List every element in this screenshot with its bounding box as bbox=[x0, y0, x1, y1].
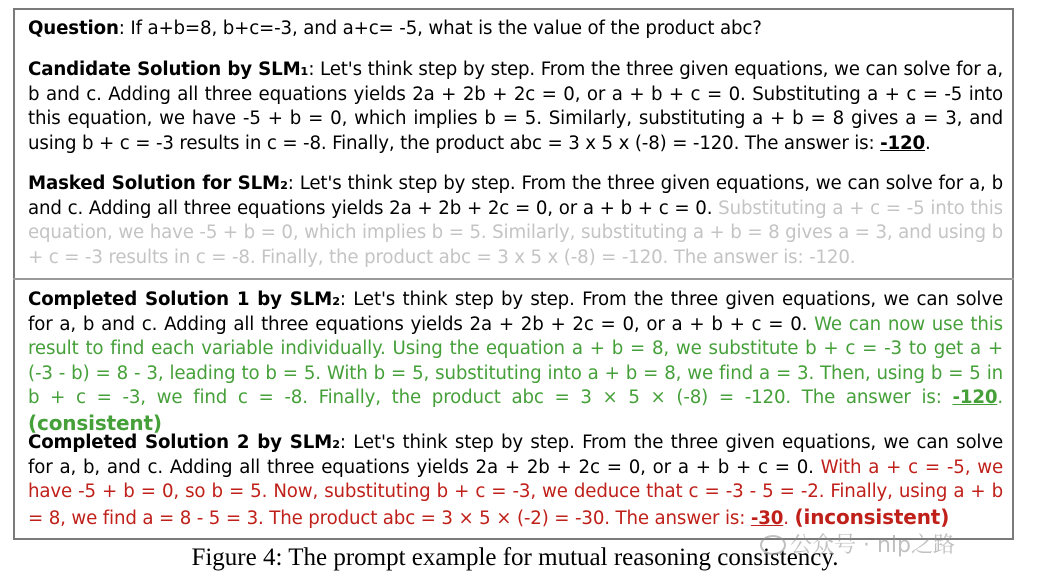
inconsistent-tag: (inconsistent) bbox=[794, 504, 950, 529]
question-text: : If a+b=8, b+c=-3, and a+c= -5, what is the value of the product abc? bbox=[118, 18, 762, 39]
candidate-label: Candidate Solution by SLM₁ bbox=[28, 59, 309, 80]
candidate-text: : Let's think step by step. From the three given equations, we can solve for a, b and c. Adding all three equations yields 2a + 2b + 2c = 0, or a + b + c = 0. Substituting a + c = -5 into this equation, we have -5 + b = 0, which implies b = 5. Similarly, substituting a + b = 8 gives a = 3, and using b + c = -3 results in c = -8. Finally, the product abc = 3 x 5 x (-8) = -120. The answer is: bbox=[28, 59, 1004, 154]
watermark bbox=[760, 528, 955, 559]
masked-label: Masked Solution for SLM₂ bbox=[28, 173, 288, 194]
completed-solution-1-paragraph bbox=[28, 288, 1003, 438]
completed2-end: . bbox=[783, 507, 795, 529]
masked-solution-paragraph bbox=[28, 172, 1003, 270]
masked-hidden-text: Substituting a + c = -5 into this equation, we have -5 + b = 0, which implies b = 5. Similarly, substituting a + b = 8 gives a = 3, and using b + c = -3 results in c = -8. Finally, the product abc = 3 x 5 x (-8) = -120. The answer is: -120. bbox=[28, 197, 1003, 268]
consistent-tag: (consistent) bbox=[28, 410, 162, 435]
completed-solution-2-paragraph bbox=[28, 431, 1003, 531]
completed1-end: . bbox=[997, 387, 1003, 409]
candidate-solution-paragraph bbox=[28, 58, 1003, 156]
completed2-continuation: With a + c = -5, we have -5 + b = 0, so b = 5. Now, substituting b + c = -3, we deduce that c = -3 - 5 = -2. Finally, using a + b = 8, we find a = 8 - 5 = 3. The product abc = 3 × 5 × (-2) = -30. The answer is: bbox=[28, 456, 1003, 529]
completed1-prefix: : Let's think step by step. From the three given equations, we can solve for a, b and c. Adding all three equations yields 2a + 2b + 2c = 0, or a + b + c = 0. bbox=[28, 289, 1003, 335]
watermark-text: 公众号 · nlp之路 bbox=[790, 533, 956, 558]
question-label: Question bbox=[28, 18, 119, 39]
section-divider bbox=[13, 278, 1014, 280]
completed1-answer: -120 bbox=[952, 387, 998, 409]
completed1-label: Completed Solution 1 by SLM₂ bbox=[28, 289, 340, 310]
masked-visible-text: : Let's think step by step. From the three given equations, we can solve for a, b and c. Adding all three equations yields 2a + 2b + 2c = 0, or a + b + c = 0. bbox=[28, 173, 1003, 219]
question-paragraph bbox=[28, 17, 1003, 42]
figure-caption: Figure 4: The prompt example for mutual reasoning consistency. bbox=[191, 544, 839, 571]
completed2-label: Completed Solution 2 by SLM₂ bbox=[28, 432, 340, 453]
candidate-answer: -120 bbox=[880, 132, 926, 154]
wechat-icon bbox=[760, 535, 786, 555]
candidate-end: . bbox=[925, 132, 931, 154]
completed2-answer: -30 bbox=[750, 507, 784, 529]
completed1-continuation: We can now use this result to find each variable individually. Using the equation a + b = 8, we substitute b + c = -3 to get a + (-3 - b) = 8 - 3, leading to b = 5. With b = 5, substituting into a + b = 8, we find a = 3. Then, using b = 5 in b + c = -3, we find c = -8. Finally, the product abc = 3 × 5 × (-8) = -120. The answer is: bbox=[28, 313, 1003, 409]
completed2-prefix: : Let's think step by step. From the three given equations, we can solve for a, b, and c. Adding all three equations yields 2a + 2b + 2c = 0, or a + b + c = 0. bbox=[28, 432, 1003, 478]
